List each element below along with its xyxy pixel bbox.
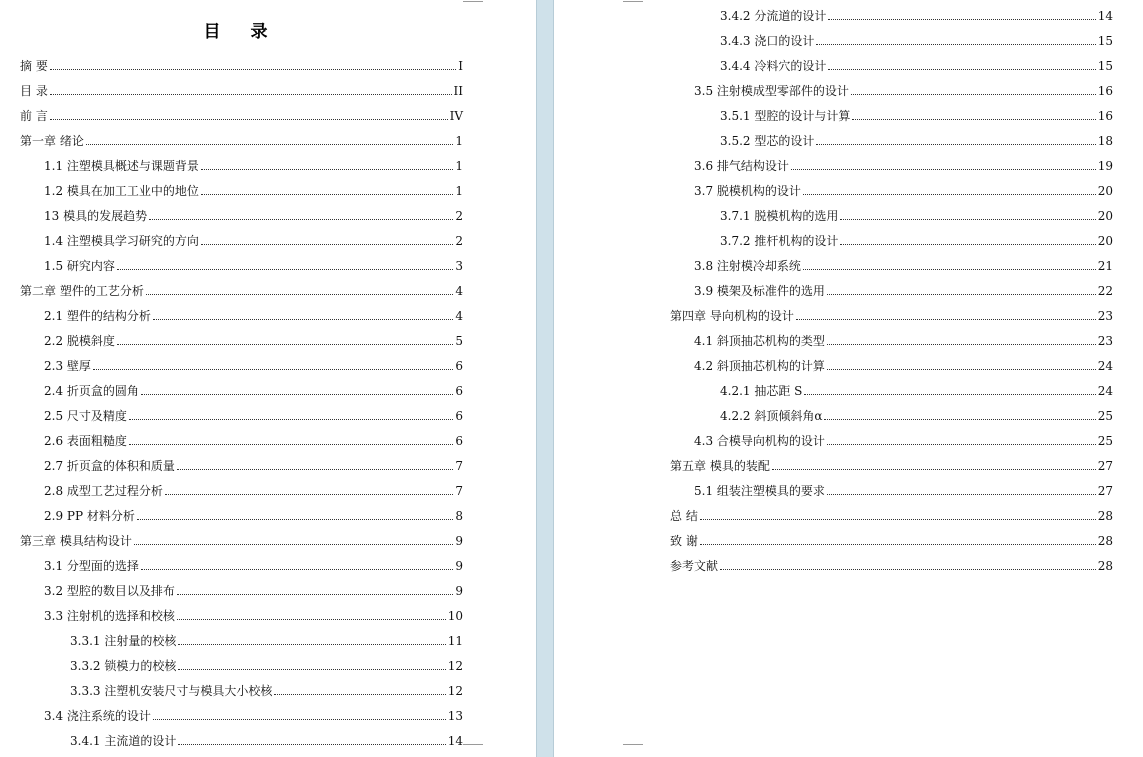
toc-entry[interactable]	[694, 257, 1113, 275]
toc-entry[interactable]	[720, 382, 1113, 400]
toc-entry-page: IV	[449, 109, 463, 123]
toc-entry[interactable]	[694, 482, 1113, 500]
crop-mark	[623, 744, 643, 755]
toc-entry-label: 1.1 注塑模具概述与课题背景	[44, 159, 199, 173]
toc-entry-label: 3.3.3 注塑机安装尺寸与模具大小校核	[70, 684, 273, 698]
toc-entry-label: 第三章 模具结构设计	[20, 534, 132, 548]
toc-entry[interactable]	[44, 357, 463, 375]
toc-entry-label: 3.1 分型面的选择	[44, 559, 139, 573]
toc-entry-label: 2.8 成型工艺过程分析	[44, 484, 163, 498]
toc-entry[interactable]	[20, 57, 463, 75]
toc-leader-dots	[178, 635, 445, 645]
toc-leader-dots	[86, 135, 454, 145]
toc-leader-dots	[50, 110, 448, 120]
toc-leader-dots	[201, 235, 453, 245]
toc-entry-page: 11	[447, 634, 463, 648]
toc-entry[interactable]	[44, 557, 463, 575]
toc-entry-page: 21	[1097, 259, 1113, 273]
toc-entry-label: 4.3 合模导向机构的设计	[694, 434, 825, 448]
toc-entry-page: 24	[1097, 384, 1113, 398]
toc-entry-page: 1	[455, 184, 463, 198]
toc-leader-dots	[201, 160, 453, 170]
toc-entry-page: 6	[455, 384, 463, 398]
toc-entry-label: 3.8 注射模冷却系统	[694, 259, 801, 273]
toc-leader-dots	[827, 335, 1096, 345]
toc-entry[interactable]	[720, 407, 1113, 425]
toc-entry-page: 23	[1097, 309, 1113, 323]
toc-entry[interactable]	[44, 332, 463, 350]
toc-leader-dots	[827, 485, 1096, 495]
toc-entry-page: 9	[455, 559, 463, 573]
crop-mark	[463, 0, 483, 2]
toc-entry-page: 14	[447, 734, 463, 748]
toc-leader-dots	[165, 485, 453, 495]
toc-entry[interactable]	[70, 732, 463, 750]
toc-entry-label: 3.2 型腔的数目以及排布	[44, 584, 175, 598]
toc-entry[interactable]	[44, 432, 463, 450]
toc-entry-label: 3.4.2 分流道的设计	[720, 9, 827, 23]
toc-leader-dots	[134, 535, 454, 545]
toc-leader-dots	[153, 310, 453, 320]
toc-entry-page: 6	[455, 434, 463, 448]
toc-entry-page: 15	[1097, 34, 1113, 48]
toc-leader-dots	[177, 460, 453, 470]
toc-entry-label: 2.1 塑件的结构分析	[44, 309, 151, 323]
toc-leader-dots	[804, 385, 1095, 395]
toc-entry-label: 3.4.4 冷料穴的设计	[720, 59, 827, 73]
crop-mark	[623, 0, 643, 2]
toc-leader-dots	[840, 210, 1095, 220]
toc-leader-dots	[803, 260, 1096, 270]
toc-entry[interactable]	[720, 232, 1113, 250]
toc-entry-label: 3.5.1 型腔的设计与计算	[720, 109, 851, 123]
toc-leader-dots	[117, 260, 453, 270]
toc-entry-label: 参考文献	[670, 559, 719, 573]
toc-leader-dots	[803, 185, 1096, 195]
toc-entry-page: 13	[447, 709, 463, 723]
toc-entry[interactable]	[694, 182, 1113, 200]
toc-entry-label: 2.6 表面粗糙度	[44, 434, 127, 448]
toc-entry-label: 总 结	[670, 509, 698, 523]
toc-entry-label: 目 录	[20, 84, 48, 98]
toc-entry-label: 第二章 塑件的工艺分析	[20, 284, 144, 298]
toc-entry-page: 6	[455, 409, 463, 423]
toc-leader-dots	[827, 435, 1096, 445]
toc-entry-page: II	[453, 84, 463, 98]
toc-entry-page: 16	[1097, 109, 1113, 123]
toc-entry-page: 16	[1097, 84, 1113, 98]
page-gutter	[536, 0, 554, 757]
toc-leader-dots	[852, 110, 1095, 120]
toc-leader-dots	[178, 660, 445, 670]
toc-leader-dots	[129, 435, 453, 445]
toc-entry[interactable]	[70, 632, 463, 650]
toc-entry-page: 7	[455, 484, 463, 498]
toc-entry[interactable]	[670, 457, 1113, 475]
toc-entry-label: 3.7.2 推杆机构的设计	[720, 234, 839, 248]
toc-entry-label: 2.2 脱模斜度	[44, 334, 115, 348]
toc-entry[interactable]	[20, 282, 463, 300]
toc-entry-page: 6	[455, 359, 463, 373]
toc-entry[interactable]	[720, 107, 1113, 125]
toc-title: 目 录	[203, 22, 280, 42]
toc-entry[interactable]	[44, 257, 463, 275]
toc-entry-page: 2	[455, 209, 463, 223]
toc-entry-page: 18	[1097, 134, 1113, 148]
toc-entry[interactable]	[720, 57, 1113, 75]
toc-entry-label: 3.3.1 注射量的校核	[70, 634, 177, 648]
toc-entry-page: 12	[447, 659, 463, 673]
toc-entry-page: 9	[455, 584, 463, 598]
toc-entry-label: 1.5 研究内容	[44, 259, 115, 273]
toc-entry[interactable]	[44, 582, 463, 600]
toc-entry-page: 24	[1097, 359, 1113, 373]
toc-entry[interactable]	[44, 207, 463, 225]
toc-leader-dots	[828, 60, 1095, 70]
toc-leader-dots	[828, 10, 1095, 20]
toc-entry-page: 28	[1097, 534, 1113, 548]
toc-entry-page: 1	[455, 134, 463, 148]
toc-entry[interactable]	[720, 132, 1113, 150]
toc-entry-page: 20	[1097, 209, 1113, 223]
toc-entry-page: 7	[455, 459, 463, 473]
toc-entry[interactable]	[44, 457, 463, 475]
toc-entry-page: 23	[1097, 334, 1113, 348]
toc-entry[interactable]	[694, 332, 1113, 350]
toc-leader-dots	[141, 560, 453, 570]
toc-entry-label: 致 谢	[670, 534, 698, 548]
toc-entry-page: 27	[1097, 459, 1113, 473]
toc-leader-dots	[149, 210, 453, 220]
toc-entry-label: 3.9 模架及标准件的选用	[694, 284, 825, 298]
toc-entry[interactable]	[694, 82, 1113, 100]
toc-entry-page: 5	[455, 334, 463, 348]
toc-leader-dots	[772, 460, 1096, 470]
toc-entry-label: 3.3.2 锁模力的校核	[70, 659, 177, 673]
toc-leader-dots	[177, 585, 453, 595]
toc-leader-dots	[827, 360, 1096, 370]
toc-leader-dots	[816, 135, 1095, 145]
toc-entry-page: 14	[1097, 9, 1113, 23]
toc-entry[interactable]	[44, 157, 463, 175]
toc-entry[interactable]	[44, 307, 463, 325]
toc-entry-label: 摘 要	[20, 59, 48, 73]
toc-entry[interactable]	[720, 32, 1113, 50]
toc-entry-label: 4.1 斜顶抽芯机构的类型	[694, 334, 825, 348]
toc-entry-page: 22	[1097, 284, 1113, 298]
toc-entry[interactable]	[44, 382, 463, 400]
toc-entry[interactable]	[720, 207, 1113, 225]
toc-entry-page: 1	[455, 159, 463, 173]
toc-entry[interactable]	[20, 107, 463, 125]
toc-leader-dots	[816, 35, 1095, 45]
toc-leader-dots	[117, 335, 453, 345]
toc-entry[interactable]	[694, 157, 1113, 175]
toc-entry-page: 20	[1097, 184, 1113, 198]
toc-entry[interactable]	[20, 82, 463, 100]
toc-leader-dots	[93, 360, 453, 370]
toc-entry[interactable]	[44, 182, 463, 200]
toc-leader-dots	[840, 235, 1095, 245]
toc-entry-page: 9	[455, 534, 463, 548]
toc-entry-page: 28	[1097, 559, 1113, 573]
toc-entry[interactable]	[70, 657, 463, 675]
crop-mark	[463, 744, 483, 755]
toc-entry[interactable]	[670, 557, 1113, 575]
toc-entry-label: 4.2.1 抽芯距 S	[720, 384, 803, 398]
toc-entry-label: 3.5.2 型芯的设计	[720, 134, 815, 148]
toc-entry-label: 3.5 注射模成型零部件的设计	[694, 84, 849, 98]
toc-leader-dots	[824, 410, 1095, 420]
toc-entry[interactable]	[20, 132, 463, 150]
toc-leader-dots	[700, 510, 1096, 520]
toc-entry-label: 1.2 模具在加工工业中的地位	[44, 184, 199, 198]
toc-entry-page: 2	[455, 234, 463, 248]
toc-entry-label: 3.6 排气结构设计	[694, 159, 789, 173]
toc-entry-label: 3.4.1 主流道的设计	[70, 734, 177, 748]
toc-entry-page: 3	[455, 259, 463, 273]
toc-entry-page: 28	[1097, 509, 1113, 523]
toc-entry[interactable]	[70, 682, 463, 700]
toc-entry[interactable]	[20, 532, 463, 550]
toc-entry[interactable]	[44, 482, 463, 500]
toc-entry-label: 2.5 尺寸及精度	[44, 409, 127, 423]
toc-entry-label: 3.7 脱模机构的设计	[694, 184, 801, 198]
toc-entry-label: 前 言	[20, 109, 48, 123]
toc-entry[interactable]	[720, 7, 1113, 25]
toc-entry[interactable]	[670, 507, 1113, 525]
toc-entry-label: 3.4.3 浇口的设计	[720, 34, 815, 48]
page-left	[0, 0, 490, 757]
toc-entry-page: 27	[1097, 484, 1113, 498]
toc-entry-page: 15	[1097, 59, 1113, 73]
toc-leader-dots	[700, 535, 1096, 545]
toc-entry[interactable]	[670, 532, 1113, 550]
toc-entry-label: 2.9 PP 材料分析	[44, 509, 135, 523]
toc-entry-label: 13 模具的发展趋势	[44, 209, 148, 223]
toc-entry-label: 3.4 浇注系统的设计	[44, 709, 151, 723]
toc-leader-dots	[791, 160, 1096, 170]
toc-leader-dots	[178, 735, 445, 745]
toc-entry-label: 1.4 注塑模具学习研究的方向	[44, 234, 199, 248]
toc-leader-dots	[146, 285, 454, 295]
toc-entry-label: 2.7 折页盒的体积和质量	[44, 459, 175, 473]
toc-leader-dots	[50, 85, 452, 95]
toc-entry-label: 2.3 壁厚	[44, 359, 91, 373]
toc-entry-page: 8	[455, 509, 463, 523]
toc-entry[interactable]	[44, 407, 463, 425]
toc-entry[interactable]	[670, 307, 1113, 325]
toc-leader-dots	[153, 710, 446, 720]
toc-entry[interactable]	[694, 432, 1113, 450]
toc-leader-dots	[129, 410, 453, 420]
toc-leader-dots	[851, 85, 1096, 95]
page-right	[623, 0, 1143, 757]
toc-leader-dots	[274, 685, 445, 695]
toc-entry-page: 12	[447, 684, 463, 698]
toc-entry-label: 5.1 组装注塑模具的要求	[694, 484, 825, 498]
toc-leader-dots	[141, 385, 453, 395]
toc-entry-label: 第五章 模具的装配	[670, 459, 770, 473]
toc-entry[interactable]	[44, 507, 463, 525]
toc-entry-page: 4	[455, 309, 463, 323]
toc-entry[interactable]	[44, 607, 463, 625]
toc-entry[interactable]	[694, 357, 1113, 375]
toc-entry-label: 第四章 导向机构的设计	[670, 309, 794, 323]
toc-leader-dots	[137, 510, 453, 520]
toc-entry[interactable]	[694, 282, 1113, 300]
toc-leader-dots	[50, 60, 456, 70]
toc-leader-dots	[201, 185, 453, 195]
toc-entry-page: 25	[1097, 434, 1113, 448]
toc-leader-dots	[827, 285, 1096, 295]
toc-entry-label: 3.7.1 脱模机构的选用	[720, 209, 839, 223]
toc-entry-page: 20	[1097, 234, 1113, 248]
toc-entry-label: 3.3 注射机的选择和校核	[44, 609, 175, 623]
toc-entry-label: 第一章 绪论	[20, 134, 84, 148]
toc-leader-dots	[720, 560, 1096, 570]
toc-entry-label: 4.2 斜顶抽芯机构的计算	[694, 359, 825, 373]
toc-entry[interactable]	[44, 707, 463, 725]
toc-entry-label: 2.4 折页盒的圆角	[44, 384, 139, 398]
toc-entry-page: 25	[1097, 409, 1113, 423]
toc-entry[interactable]	[44, 232, 463, 250]
toc-leader-dots	[177, 610, 446, 620]
toc-leader-dots	[796, 310, 1096, 320]
toc-entry-page: 10	[447, 609, 463, 623]
toc-entry-label: 4.2.2 斜顶倾斜角α	[720, 409, 823, 423]
toc-entry-page: 19	[1097, 159, 1113, 173]
toc-entry-page: 4	[455, 284, 463, 298]
toc-entry-page: I	[458, 59, 463, 73]
